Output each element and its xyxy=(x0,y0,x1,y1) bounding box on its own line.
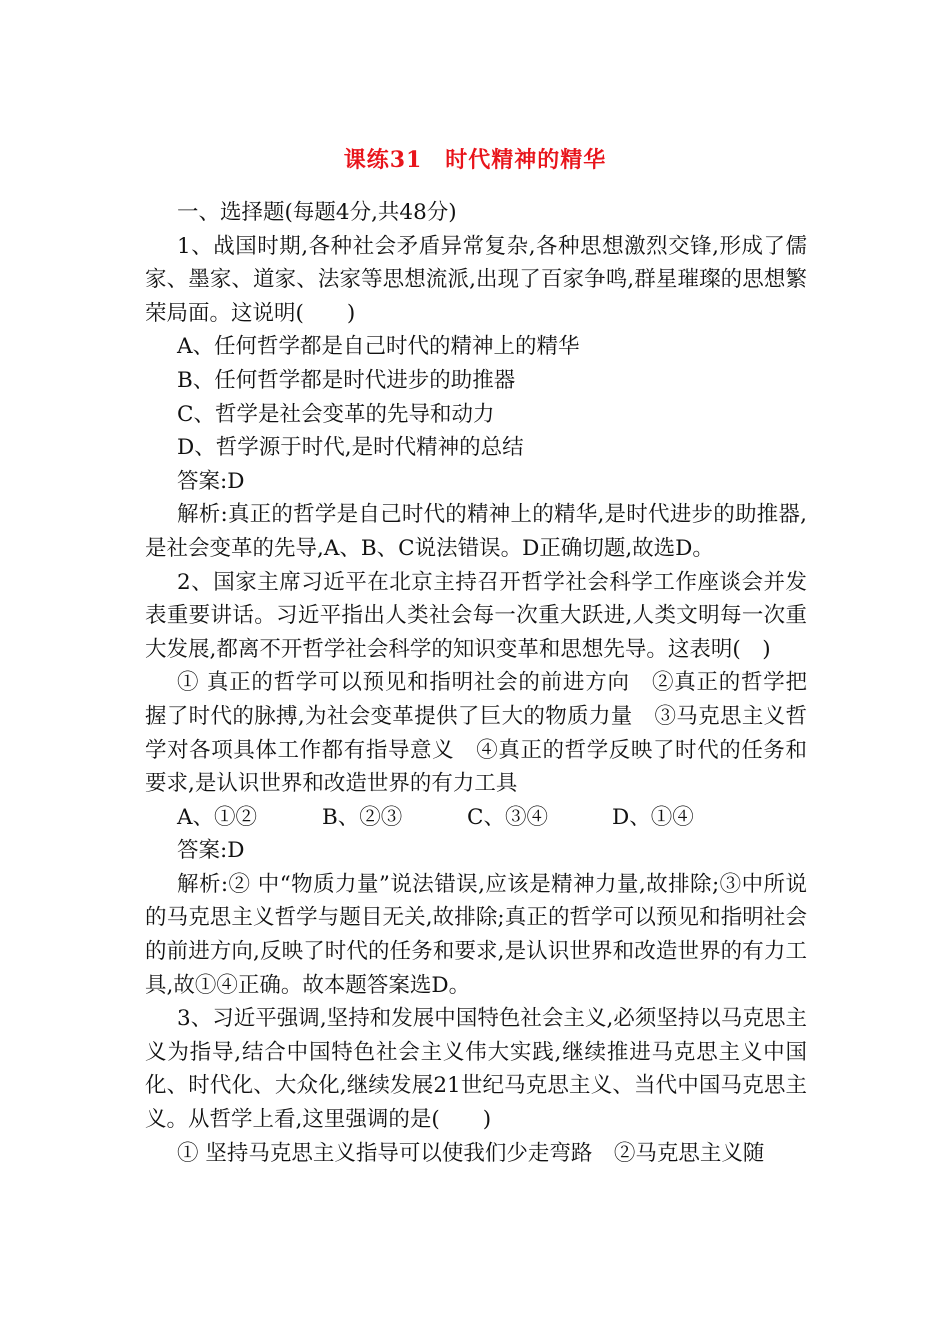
question-1-option-c: C、哲学是社会变革的先导和动力 xyxy=(177,401,495,427)
question-1-answer: 答案:D xyxy=(177,468,245,494)
question-2-options xyxy=(145,801,807,835)
question-2-statements: ① 真正的哲学可以预见和指明社会的前进方向 ②真正的哲学把握了时代的脉搏,为社会变革提供了巨大的物质力量 ③马克思主义哲学对各项具体工作都有指导意义 ④真正的哲学反映了时代的任务和要求,是认识世界和改造世界的有力工具 xyxy=(145,670,807,797)
question-3-statements: ① 坚持马克思主义指导可以使我们少走弯路 ②马克思主义随 xyxy=(177,1140,765,1166)
question-1-option-b: B、任何哲学都是时代进步的助推器 xyxy=(177,367,516,393)
question-2-option-b: B、②③ xyxy=(322,804,403,830)
question-2-answer: 答案:D xyxy=(177,838,245,864)
question-2-option-a: A、①② xyxy=(177,804,258,830)
question-2-option-d: D、①④ xyxy=(612,804,694,830)
question-2-analysis: 解析:② 中“物质力量”说法错误,应该是精神力量,故排除;③中所说的马克思主义哲学与题目无关,故排除;真正的哲学可以预见和指明社会的前进方向,反映了时代的任务和要求,是认识世界和改造世界的有力工具,故①④正确。故本题答案选D。 xyxy=(145,871,807,998)
question-1-option-d: D、哲学源于时代,是时代精神的总结 xyxy=(177,435,524,461)
question-3-stem: 3、习近平强调,坚持和发展中国特色社会主义,必须坚持以马克思主义为指导,结合中国特色社会主义伟大实践,继续推进马克思主义中国化、时代化、大众化,继续发展21世纪马克思主义、当代中国马克思主义。从哲学上看,这里强调的是( ) xyxy=(145,1006,807,1133)
document-body xyxy=(145,196,807,1170)
page-title: 课练31 时代精神的精华 xyxy=(343,147,607,173)
question-2-stem: 2、国家主席习近平在北京主持召开哲学社会科学工作座谈会并发表重要讲话。习近平指出人类社会每一次重大跃进,人类文明每一次重大发展,都离不开哲学社会科学的知识变革和思想先导。这表明( ) xyxy=(145,569,807,662)
section-heading: 一、选择题(每题4分,共48分) xyxy=(177,200,457,225)
question-1-analysis: 解析:真正的哲学是自己时代的精神上的精华,是时代进步的助推器,是社会变革的先导,A、B、C说法错误。D正确切题,故选D。 xyxy=(145,502,807,561)
question-1-stem: 1、战国时期,各种社会矛盾异常复杂,各种思想激烈交锋,形成了儒家、墨家、道家、法家等思想流派,出现了百家争鸣,群星璀璨的思想繁荣局面。这说明( ) xyxy=(145,233,807,326)
question-2-option-c: C、③④ xyxy=(467,804,548,830)
question-1-option-a: A、任何哲学都是自己时代的精神上的精华 xyxy=(177,334,580,360)
